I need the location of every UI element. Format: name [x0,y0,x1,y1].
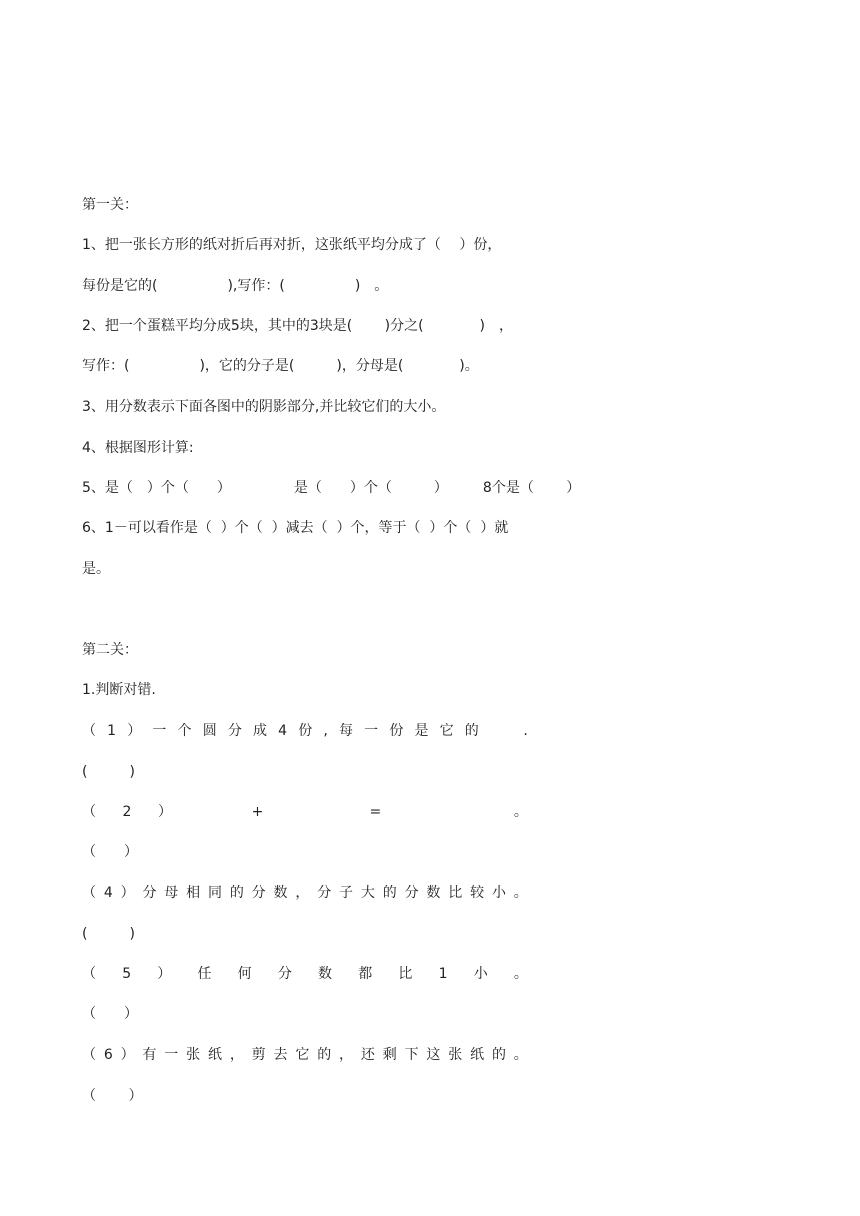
judge-token: 分 [317,885,332,901]
judge-token: 一 [152,723,167,739]
judge-token: （ [82,885,96,901]
judge-token: 有 [142,1047,157,1063]
level1-line: 1、把一张长方形的纸对折后再对折，这张纸平均分成了（ ）份， [82,237,502,253]
judge-token: 下 [404,1047,419,1063]
level1-line: 3、用分数表示下面各图中的阴影部分,并比较它们的大小。 [82,399,446,415]
judge-token: 4 [103,885,113,901]
judge-token: 数 [273,885,288,901]
judge-token: 比 [398,966,413,982]
judge-token: = [369,804,382,820]
level2-intro: 1.判断对错. [82,682,156,698]
judge-token: 的 [317,1047,332,1063]
level1-line: 6、1－可以看作是（ ）个（ ）减去（ ）个，等于（ ）个（ ）就 [82,520,509,536]
judge-token: 它 [295,1047,310,1063]
judge-token: 1 [438,966,448,982]
judge-token: 比 [448,885,463,901]
level1-line: 是。 [82,561,110,577]
judge-token: 份 [298,723,313,739]
judge-token: 是 [414,723,429,739]
judge-token: 子 [339,885,354,901]
judge-token: 的 [382,885,397,901]
judge-token: , [323,723,328,739]
judge-token: 2 [122,804,132,820]
judge-answer: （ ） [82,1088,143,1104]
judge-token: 。 [513,804,528,820]
judge-token: 小 [491,885,506,901]
judge-token: 张 [186,1047,201,1063]
judge-item [82,721,528,741]
judge-token: ） [157,804,172,820]
judge-answer: ( ) [82,926,135,942]
judge-token: 的 [491,1047,506,1063]
judge-token: ， [229,1047,244,1063]
judge-token: （ [82,966,96,982]
judge-token: 剪 [251,1047,266,1063]
judge-token: . [523,723,528,739]
judge-token: 较 [470,885,485,901]
judge-token: ） [120,1047,135,1063]
judge-token: 个 [177,723,192,739]
judge-token: ， [295,885,310,901]
judge-token: 去 [273,1047,288,1063]
judge-token: 张 [448,1047,463,1063]
level1-line: 写作：( )，它的分子是( )，分母是( )。 [82,358,479,374]
judge-item [82,883,528,903]
judge-token: 的 [229,885,244,901]
judge-item [82,802,528,822]
judge-token: 每 [339,723,354,739]
judge-item [82,1045,528,1065]
level1-line: 2、把一个蛋糕平均分成5块，其中的3块是( )分之( ) ， [82,318,514,334]
judge-answer: （ ） [82,844,138,860]
judge-token: 。 [513,885,528,901]
judge-token: 一 [364,723,379,739]
judge-token: 。 [513,966,528,982]
judge-token: 数 [426,885,441,901]
judge-token: （ [82,1047,96,1063]
judge-answer: ( ) [82,764,135,780]
judge-token: 一 [164,1047,179,1063]
level1-line: 每份是它的( ),写作：( ) 。 [82,278,389,294]
judge-token: （ [82,804,96,820]
judge-token: 圆 [202,723,217,739]
judge-token: 相 [186,885,201,901]
level1-heading: 第一关： [82,197,138,213]
judge-token: 数 [318,966,333,982]
judge-token: 1 [107,723,117,739]
judge-item [82,964,528,984]
judge-token: 大 [360,885,375,901]
judge-token: 同 [207,885,222,901]
judge-token: 成 [253,723,268,739]
judge-token: 。 [513,1047,528,1063]
level1-line: 4、根据图形计算: [82,440,194,456]
judge-token: 的 [464,723,479,739]
judge-token: 5 [122,966,132,982]
judge-token: 何 [237,966,252,982]
judge-token: 纸 [470,1047,485,1063]
judge-token: 剩 [382,1047,397,1063]
judge-token: ） [120,885,135,901]
judge-token: 母 [164,885,179,901]
judge-token: 都 [358,966,373,982]
judge-token: 分 [227,723,242,739]
judge-token: 份 [389,723,404,739]
judge-token: 还 [360,1047,375,1063]
judge-token: 任 [197,966,212,982]
level2-heading: 第二关： [82,642,138,658]
level1-line: 5、是（ ）个（ ） 是（ ）个（ ） 8个是（ ） [82,480,581,496]
judge-token: （ [82,723,96,739]
judge-token: 4 [278,723,288,739]
judge-token: ） [157,966,172,982]
judge-token: 分 [142,885,157,901]
judge-token: 纸 [207,1047,222,1063]
judge-token: 分 [404,885,419,901]
judge-token: 6 [103,1047,113,1063]
judge-token: 分 [251,885,266,901]
judge-token: + [251,804,264,820]
judge-answer: （ ） [82,1006,138,1022]
judge-token: 它 [439,723,454,739]
judge-token: 小 [473,966,488,982]
judge-token: ， [339,1047,354,1063]
judge-token: 分 [277,966,292,982]
judge-token: 这 [426,1047,441,1063]
judge-token: ） [127,723,142,739]
